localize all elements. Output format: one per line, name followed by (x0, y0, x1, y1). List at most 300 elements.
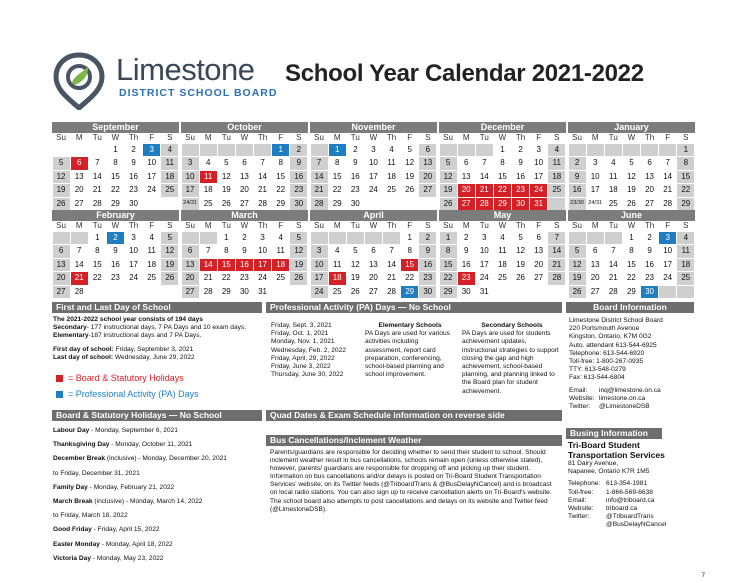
calendar-day: 1 (677, 144, 694, 157)
pa-days-header: Professional Activity (PA) Days — No School (266, 302, 562, 313)
weekday-label: Su (56, 133, 66, 142)
calendar-day: 17 (311, 272, 328, 285)
busing-contact-row (568, 521, 696, 529)
holiday-name: December Break (53, 455, 106, 463)
calendar-day: 19 (53, 184, 70, 197)
calendar-day: 17 (534, 171, 544, 181)
busing-contact-label: Twitter: (568, 513, 590, 521)
weekday-label: W (627, 133, 636, 142)
busing-contact-value[interactable]: triboard.ca (606, 505, 638, 513)
busing-contact-value[interactable]: info@triboard.ca (606, 496, 655, 504)
weekday-label: F (536, 221, 542, 230)
calendar-day (659, 144, 676, 157)
pa-secondary-block (462, 322, 562, 396)
weekday-label: F (407, 133, 413, 142)
calendar-day: 15 (110, 171, 120, 181)
busing-contact-label: Telephone: (568, 480, 601, 488)
calendar-day: 9 (569, 171, 586, 184)
calendar-day: 5 (569, 245, 586, 258)
calendar-day (569, 232, 586, 245)
month-october (181, 122, 308, 211)
weekday-label: Tu (221, 133, 231, 142)
calendar-day: 25 (161, 184, 178, 197)
calendar-day: 8 (500, 158, 505, 167)
calendar-day: 27 (645, 198, 655, 208)
calendar-day (623, 144, 640, 157)
calendar-day: 25 (548, 184, 565, 197)
calendar-day: 4 (611, 158, 616, 167)
busing-contact-row (568, 505, 696, 513)
pa-secondary-body: PA Days are used for students achievement updates, instructional strategies to support closing the gap and high achievement, school-based planning, and planning linked to the Board plan for student achievement. (462, 330, 559, 395)
calendar-day: 17 (479, 259, 489, 269)
calendar-day: 26 (569, 286, 586, 299)
calendar-day: 18 (203, 185, 213, 194)
calendar-day: 17 (663, 259, 673, 269)
calendar-day: 6 (242, 158, 247, 167)
month-name: January (568, 122, 695, 133)
calendar-day: 5 (290, 232, 307, 245)
weekday-label: S (683, 221, 689, 230)
weekday-label: M (333, 221, 341, 230)
calendar-day: 28 (74, 286, 84, 296)
calendar-day: 14 (387, 259, 397, 269)
calendar-day: 7 (482, 158, 487, 167)
board-email-label: Email: (569, 386, 588, 394)
elementary-label: Elementary (53, 332, 89, 340)
month-february (52, 210, 179, 299)
calendar-day: 15 (332, 171, 342, 181)
calendar-day: 19 (290, 259, 307, 272)
calendar-day (236, 144, 253, 157)
calendar-day (143, 198, 160, 211)
blue-swatch-icon (56, 391, 63, 398)
calendar-day: 12 (626, 171, 636, 181)
weekday-label: Th (644, 221, 655, 230)
calendar-day: 25 (203, 198, 213, 208)
calendar-day: 3 (482, 232, 487, 242)
calendar-day: 9 (242, 246, 247, 255)
calendar-day (71, 232, 88, 245)
calendar-day (659, 286, 676, 299)
calendar-day: 21 (203, 273, 213, 282)
calendar-day: 13 (239, 171, 249, 181)
calendar-day: 1 (95, 232, 100, 242)
weekday-label: Su (314, 133, 324, 142)
calendar-day: 6 (371, 246, 376, 255)
calendar-day: 11 (200, 171, 217, 184)
weekday-label: Th (515, 221, 526, 230)
board-info-line: Kingston, Ontario, K7M 0G2 (569, 333, 652, 341)
calendar-day: 4 (334, 246, 340, 255)
weekday-label: M (591, 221, 599, 230)
board-email[interactable]: inq@limestone.on.ca (599, 386, 661, 394)
calendar-day: 2 (518, 144, 523, 154)
holiday-date: to Friday, December 31, 2021 (53, 469, 140, 477)
legend-pa-label: = Professional Activity (PA) Days (68, 389, 199, 399)
busing-info-block (568, 441, 696, 530)
calendar-day: 14 (92, 171, 102, 181)
calendar-day: 16 (290, 171, 307, 184)
calendar-day: 27 (239, 198, 249, 208)
calendar-day: 30 (461, 286, 471, 296)
calendar-day: 12 (440, 171, 457, 184)
calendar-day: 9 (647, 246, 652, 255)
calendar-day: 22 (494, 184, 511, 197)
calendar-day: 29 (276, 198, 286, 208)
calendar-day: 3 (143, 144, 160, 157)
calendar-day: 10 (663, 246, 673, 255)
holiday-name: Thanksgiving Day (53, 441, 110, 449)
calendar-day: 21 (71, 272, 88, 285)
calendar-day (458, 144, 475, 157)
calendar-day: 4 (149, 232, 154, 242)
calendar-day: 18 (272, 259, 289, 272)
calendar-day: 4 (205, 158, 211, 167)
calendar-day: 23 (458, 272, 475, 285)
calendar-day: 7 (611, 246, 616, 255)
calendar-day: 4 (500, 232, 505, 242)
calendar-day: 16 (569, 184, 586, 197)
pa-secondary-title: Secondary Schools (481, 322, 543, 329)
calendar-day: 26 (221, 198, 231, 208)
calendar-day: 12 (350, 259, 360, 269)
weekday-label: Th (515, 133, 526, 142)
calendar-day: 22 (276, 185, 286, 194)
last-day-value: Wednesday, June 29, 2022 (113, 353, 195, 361)
weekday-label: Th (128, 221, 139, 230)
calendar-day: 12 (53, 171, 70, 184)
calendar-day: 11 (677, 245, 694, 258)
calendar-day: 16 (419, 259, 436, 272)
weekday-label: S (167, 221, 173, 230)
weekday-label: W (369, 133, 378, 142)
calendar-day: 23 (290, 184, 307, 197)
calendar-day: 26 (350, 286, 360, 296)
calendar-day: 29 (401, 286, 418, 299)
calendar-day: 2 (419, 232, 436, 245)
weekday-label: Su (572, 221, 582, 230)
calendar-day: 6 (463, 158, 469, 167)
weekday-label: F (665, 221, 671, 230)
calendar-day: 17 (368, 171, 378, 181)
calendar-day: 21 (476, 184, 493, 197)
calendar-day: 18 (677, 259, 694, 272)
holiday-item (53, 438, 263, 452)
calendar-day (272, 286, 289, 299)
board-twitter-label: Twitter: (569, 403, 591, 411)
weekday-label: Tu (479, 133, 489, 142)
calendar-day: 15 (440, 259, 457, 272)
calendar-day: 19 (569, 272, 586, 285)
calendar-day: 3 (592, 158, 598, 167)
weekday-label: W (240, 133, 249, 142)
weekday-label: F (665, 133, 671, 142)
calendar-day: 7 (205, 246, 211, 255)
busing-contact-value[interactable]: @TriboardTrans (606, 513, 654, 521)
holiday-date: - Monday, October 11, 2021 (109, 441, 193, 449)
calendar-day: 13 (74, 171, 84, 181)
calendar-day: 13 (534, 246, 544, 255)
calendar-day: 15 (677, 171, 694, 184)
calendar-day: 10 (368, 158, 378, 167)
calendar-day: 6 (647, 158, 652, 167)
holiday-date: - Monday, February 21, 2022 (87, 483, 175, 491)
weekday-label: M (75, 221, 83, 230)
calendar-day: 13 (419, 157, 436, 170)
calendar-day: 22 (332, 185, 342, 194)
calendar-day: 8 (629, 246, 634, 255)
calendar-day: 8 (677, 157, 694, 170)
month-january (568, 122, 695, 211)
calendar-day: 29 (110, 198, 120, 208)
calendar-day: 20 (458, 184, 475, 197)
calendar-day: 22 (92, 273, 102, 282)
calendar-day: 20 (53, 272, 70, 285)
weekday-label: Tu (92, 221, 102, 230)
calendar-day: 9 (353, 158, 358, 167)
calendar-day: 18 (147, 259, 157, 269)
calendar-day (512, 286, 529, 299)
first-day-label: First day of school: (53, 345, 114, 353)
page-number: 7 (701, 573, 705, 579)
calendar-day: 24 (129, 273, 139, 282)
calendar-day: 1 (629, 232, 634, 242)
calendar-day (677, 286, 694, 299)
calendar-day (311, 144, 328, 157)
board-info-line: Toll-free: 1-800-267-0935 (569, 358, 644, 366)
weekday-label: F (278, 133, 284, 142)
calendar-day: 1 (272, 144, 289, 157)
holiday-item (53, 481, 263, 495)
calendar-day: 26 (516, 273, 526, 282)
pa-date: Friday, Oct. 1, 2021 (271, 330, 329, 338)
board-info-line: Limestone District School Board (569, 317, 663, 324)
calendar-day: 13 (182, 259, 199, 272)
calendar-day (401, 198, 418, 211)
month-name: September (52, 122, 179, 133)
calendar-day: 11 (333, 259, 342, 269)
calendar-day: 7 (76, 246, 82, 255)
holiday-item (53, 495, 263, 509)
board-info-line: TTY: 613-548-0279 (569, 366, 626, 374)
calendar-day: 4 (548, 144, 565, 157)
calendar-day: 3 (131, 232, 136, 242)
calendar-day: 10 (147, 158, 157, 167)
weekday-label: M (204, 133, 212, 142)
limestone-logo-icon (52, 52, 106, 110)
calendar-day: 30 (129, 198, 139, 208)
calendar-day: 11 (276, 246, 285, 255)
brand-subtitle: DISTRICT SCHOOL BOARD (119, 87, 278, 99)
calendar-day: 2 (647, 232, 652, 242)
calendar-day: 21 (92, 185, 102, 194)
calendar-day (182, 144, 199, 157)
calendar-day: 14 (479, 171, 489, 181)
calendar-day: 7 (389, 246, 394, 255)
calendar-day: 9 (518, 158, 523, 167)
month-name: March (181, 210, 308, 221)
calendar-day: 15 (218, 259, 235, 272)
busing-contact-value[interactable]: 613-354-1981 (606, 480, 648, 488)
calendar-day: 30 (419, 286, 436, 299)
calendar-day: 13 (368, 259, 378, 269)
board-info-block (569, 317, 697, 411)
calendar-day: 4 (161, 144, 178, 157)
calendar-day: 11 (498, 246, 507, 255)
weekday-label: Th (386, 133, 397, 142)
holiday-name: March Break (53, 498, 93, 506)
calendar-day: 6 (592, 246, 598, 255)
legend-holidays-label: = Board & Statutory Holidays (68, 373, 184, 383)
busing-contact-label: Email: (568, 496, 587, 504)
weekday-label: M (75, 133, 83, 142)
board-twitter[interactable]: @LimestoneDSB (599, 403, 650, 411)
calendar-day: 2 (353, 144, 358, 154)
holiday-item (53, 424, 263, 438)
elementary-detail: -187 instructional days and 7 PA Days. (88, 332, 202, 340)
calendar-day (440, 144, 457, 157)
holiday-date: - Monday, September 6, 2021 (89, 427, 178, 434)
calendar-day (329, 232, 346, 245)
busing-contact-value[interactable]: @BusDelayNCancel (606, 521, 667, 529)
calendar-day: 26 (161, 272, 178, 285)
weekday-label: Th (257, 133, 268, 142)
calendar-day: 16 (461, 259, 471, 269)
calendar-day: 10 (534, 158, 544, 167)
calendar-day: 21 (608, 273, 618, 282)
calendar-day: 15 (626, 259, 636, 269)
weekday-label: M (204, 221, 212, 230)
calendar-day (383, 232, 400, 245)
calendar-day: 14 (663, 171, 673, 181)
calendar-day: 12 (221, 171, 231, 181)
calendar-day (89, 286, 106, 299)
holiday-name: Labour Day (53, 427, 90, 434)
last-day-label: Last day of school: (53, 353, 114, 361)
calendar-day: 5 (440, 157, 457, 170)
calendar-day: 12 (516, 246, 526, 255)
month-june (568, 210, 695, 299)
calendar-day: 7 (665, 158, 670, 167)
busing-info-header: Busing Information (566, 428, 662, 439)
calendar-day: 24 (311, 286, 328, 299)
month-december (439, 122, 566, 211)
calendar-day: 5 (161, 232, 178, 245)
calendar-day: 10 (258, 246, 268, 255)
calendar-day (419, 198, 436, 211)
calendar-day: 19 (161, 259, 178, 272)
board-info-line: Telephone: 613-544-6920 (569, 349, 645, 357)
red-swatch-icon (56, 375, 63, 382)
weekday-label: W (498, 221, 507, 230)
calendar-day: 4 (278, 232, 283, 242)
calendar-day: 16 (516, 171, 526, 181)
calendar-day: 20 (74, 185, 84, 194)
calendar-day: 29 (440, 286, 457, 299)
busing-contact-value[interactable]: 1-866-569-6638 (606, 488, 653, 496)
calendar-day: 8 (334, 158, 340, 167)
calendar-day: 27 (590, 286, 600, 296)
month-april (310, 210, 437, 299)
calendar-day: 14 (548, 245, 565, 258)
calendar-day: 16 (110, 259, 120, 269)
calendar-day: 5 (629, 158, 634, 167)
calendar-day: 23 (239, 273, 249, 282)
school-year-summary: The 2021-2022 school year consists of 194 days (53, 316, 203, 323)
calendar-day: 10 (479, 246, 489, 255)
calendar-day: 19 (221, 185, 231, 194)
pa-elementary-title: Elementary Schools (378, 322, 442, 329)
calendar-day: 22 (677, 184, 694, 197)
board-info-header: Board Information (566, 302, 694, 313)
calendar-day: 1 (113, 144, 118, 154)
calendar-day: 2 (131, 144, 136, 154)
calendar-day: 17 (590, 185, 600, 194)
calendar-day: 10 (311, 259, 328, 272)
holiday-item (53, 523, 263, 537)
calendar-day (182, 232, 199, 245)
calendar-day: 27 (458, 198, 475, 211)
weekday-label: F (407, 221, 413, 230)
board-website-label: Website: (569, 394, 595, 402)
weekday-label: S (425, 221, 431, 230)
busing-address-line: Napanee, Ontario K7R 1M5 (568, 468, 650, 476)
calendar-day (476, 144, 493, 157)
calendar-day: 16 (645, 259, 655, 269)
weekday-label: F (278, 221, 284, 230)
calendar-day: 24 (258, 273, 268, 282)
calendar-day (218, 144, 235, 157)
calendar-day (125, 286, 142, 299)
calendar-day: 1 (407, 232, 412, 242)
pa-date: Friday, June 3, 2022 (271, 363, 331, 371)
calendar-day (347, 232, 364, 245)
calendar-day: 30 (512, 198, 529, 211)
board-website[interactable]: limestone.on.ca (599, 394, 646, 402)
calendar-day: 28 (92, 198, 102, 208)
weekday-label: S (554, 133, 560, 142)
weekday-label: Su (314, 221, 324, 230)
calendar-day: 14 (311, 171, 328, 184)
legend-pa (56, 389, 199, 399)
busing-address (568, 460, 696, 476)
holiday-name: Family Day (53, 483, 88, 491)
busing-title-line1: Tri-Board Student (568, 440, 640, 450)
weekday-label: M (462, 221, 470, 230)
calendar-day: 28 (203, 286, 213, 296)
pa-dates-list (271, 322, 366, 379)
calendar-day (641, 144, 658, 157)
calendar-day (71, 144, 88, 157)
calendar-day: 26 (440, 198, 457, 211)
month-march (181, 210, 308, 299)
calendar-day: 22 (221, 273, 231, 282)
calendar-day: 6 (182, 245, 199, 258)
weekday-label: M (462, 133, 470, 142)
calendar-day: 3 (182, 157, 199, 170)
pa-elementary-block (365, 322, 455, 379)
calendar-day: 25 (497, 273, 507, 282)
calendar-day: 17 (182, 184, 199, 197)
calendar-day: 23 (419, 272, 436, 285)
weekday-label: W (111, 221, 120, 230)
calendar-day: 18 (161, 171, 178, 184)
calendar-day: 20 (368, 273, 378, 282)
holidays-header: Board & Statutory Holidays — No School (52, 410, 262, 421)
calendar-day: 8 (113, 158, 118, 167)
calendar-day: 29 (494, 198, 511, 211)
weekday-label: Th (257, 221, 268, 230)
